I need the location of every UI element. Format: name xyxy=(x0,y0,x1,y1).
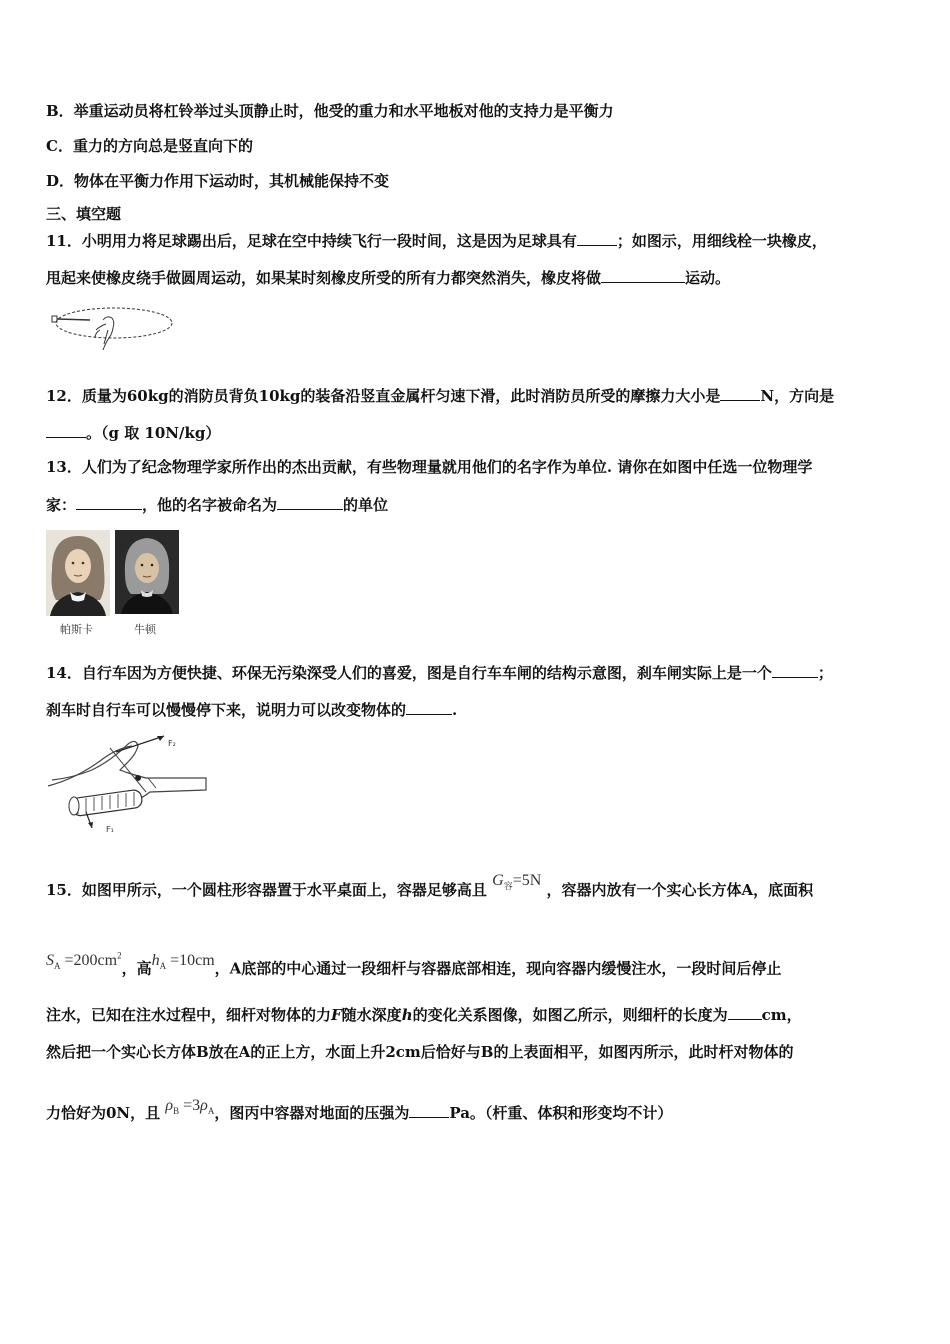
question-12-line-2 xyxy=(46,422,220,443)
q15-text-6: 随水深度 xyxy=(341,1006,402,1024)
density-relation-formula: $\rho_B =3\rho_A$ xyxy=(165,1097,215,1117)
question-11-line-1 xyxy=(46,230,827,251)
q14-blank-1[interactable] xyxy=(772,662,818,678)
pascal-portrait xyxy=(46,530,110,616)
q13-text-1: 家： xyxy=(46,496,77,514)
question-12-line-1 xyxy=(46,385,834,406)
question-11-line-2 xyxy=(46,267,730,288)
q11-blank-1[interactable] xyxy=(577,230,617,246)
q11-blank-2[interactable] xyxy=(601,267,685,283)
question-15-line-3 xyxy=(46,1004,802,1025)
q12-text-2: N，方向是 xyxy=(760,387,835,405)
q11-text-2: ；如图示，用细线栓一块橡皮， xyxy=(616,232,827,250)
q13-text-2: ，他的名字被命名为 xyxy=(142,496,278,514)
q13-text-3: 的单位 xyxy=(343,496,389,514)
newton-caption: 牛顿 xyxy=(134,623,156,636)
question-13-line-1: 13．人们为了纪念物理学家所作出的杰出贡献，有些物理量就用他们的名字作为单位. 请你在如图中任选一位物理学 xyxy=(46,458,813,476)
q12-text-3: 。（g 取 10N/kg） xyxy=(86,424,221,442)
q14-blank-2[interactable] xyxy=(406,699,452,715)
force-symbol: F xyxy=(331,1006,342,1024)
question-13-line-2 xyxy=(46,494,388,515)
option-c: C．重力的方向总是竖直向下的 xyxy=(46,137,253,155)
pascal-caption: 帕斯卡 xyxy=(60,623,93,636)
force-f1-label: F₁ xyxy=(106,825,114,834)
container-weight-formula: $G_容=5N$ xyxy=(492,872,542,892)
q15-blank-1[interactable] xyxy=(728,1004,762,1020)
question-15-line-1 xyxy=(46,872,814,906)
q14-text-1: 14．自行车因为方便快捷、环保无污染深受人们的喜爱，图是自行车车闸的结构示意图，刹车闸实际上是一个 xyxy=(46,664,772,682)
newton-portrait xyxy=(115,530,179,614)
q14-text-3: 刹车时自行车可以慢慢停下来，说明力可以改变物体的 xyxy=(46,701,407,719)
q12-blank-1[interactable] xyxy=(720,385,760,401)
q15-text-11: Pa。（杆重、体积和形变均不计） xyxy=(449,1104,673,1122)
q15-text-7: 的变化关系图像，如图乙所示，则细杆的长度为 xyxy=(412,1006,728,1024)
bicycle-brake-figure xyxy=(46,728,214,840)
question-14-line-2 xyxy=(46,699,457,720)
q15-text-10: ，图丙中容器对地面的压强为 xyxy=(214,1104,410,1122)
q15-text-8: cm， xyxy=(761,1006,802,1024)
q13-blank-1[interactable] xyxy=(76,494,142,510)
q14-text-2: ； xyxy=(817,664,833,682)
q12-text-1: 12．质量为60kg的消防员背负10kg的装备沿竖直金属杆匀速下滑，此时消防员所受的摩擦力大小是 xyxy=(46,387,721,405)
q11-text-1: 11．小明用力将足球踢出后，足球在空中持续飞行一段时间，这是因为足球具有 xyxy=(46,232,577,250)
q14-text-4: . xyxy=(452,701,458,719)
q13-blank-2[interactable] xyxy=(277,494,343,510)
height-formula: $h_A =10cm$ xyxy=(151,952,215,972)
depth-symbol: h xyxy=(401,1006,413,1024)
force-f2-label: F₂ xyxy=(168,739,176,748)
question-15-line-4: 然后把一个实心长方体B放在A的正上方，水面上升2cm后恰好与B的上表面相平，如图丙所示，此时杆对物体的 xyxy=(46,1043,794,1061)
q12-blank-2[interactable] xyxy=(46,422,86,438)
q15-text-4: ，A底部的中心通过一段细杆与容器底部相连，现向容器内缓慢注水，一段时间后停止 xyxy=(214,959,782,978)
q15-text-5: 注水，已知在注水过程中，细杆对物体的力 xyxy=(46,1006,332,1024)
q15-text-3: ，高 xyxy=(121,959,152,978)
question-15-line-5 xyxy=(46,1097,673,1129)
q15-text-1: 15．如图甲所示，一个圆柱形容器置于水平桌面上，容器足够高且 xyxy=(46,881,487,899)
question-14-line-1 xyxy=(46,662,833,683)
q15-text-9: 力恰好为0N，且 xyxy=(46,1104,161,1122)
question-15-line-2 xyxy=(46,951,782,985)
option-b: B．举重运动员将杠铃举过头顶静止时，他受的重力和水平地板对他的支持力是平衡力 xyxy=(46,102,614,120)
section-heading: 三、填空题 xyxy=(46,205,122,223)
eraser-circular-motion-figure xyxy=(48,300,178,360)
q15-text-2: ，容器内放有一个实心长方体A，底面积 xyxy=(546,881,814,899)
area-formula: $S_A =200cm^2$ xyxy=(46,951,122,972)
option-d: D．物体在平衡力作用下运动时，其机械能保持不变 xyxy=(46,172,390,190)
q11-text-3: 甩起来使橡皮绕手做圆周运动，如果某时刻橡皮所受的所有力都突然消失，橡皮将做 xyxy=(46,269,602,287)
q15-blank-2[interactable] xyxy=(409,1102,449,1118)
q11-text-4: 运动。 xyxy=(685,269,731,287)
